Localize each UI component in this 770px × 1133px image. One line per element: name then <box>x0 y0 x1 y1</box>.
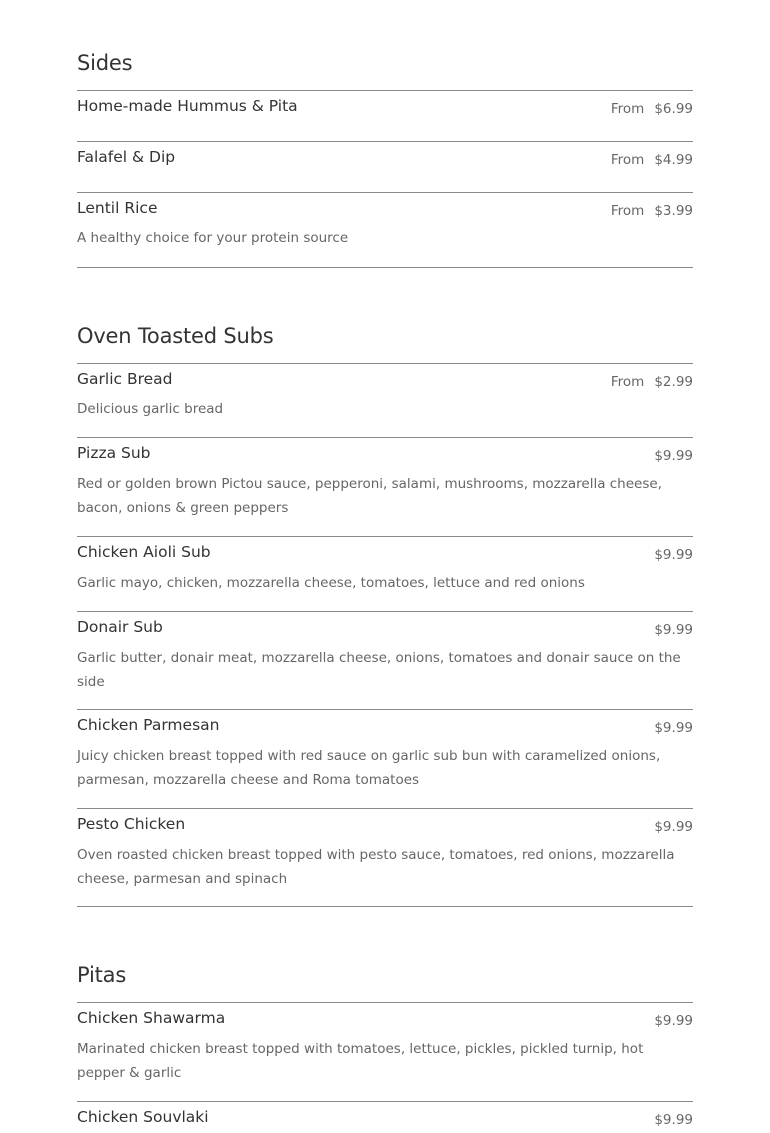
item-description: Delicious garlic bread <box>77 401 224 417</box>
price-value: $9.99 <box>654 622 693 638</box>
price-value: $9.99 <box>654 547 693 563</box>
price-value: $9.99 <box>654 819 693 835</box>
item-description: Garlic mayo, chicken, mozzarella cheese, tomatoes, lettuce and red onions <box>77 575 585 591</box>
price-value: $2.99 <box>654 374 693 390</box>
item-price <box>654 720 693 736</box>
menu-item <box>77 141 693 192</box>
price-value: $3.99 <box>654 203 693 219</box>
item-description: Juicy chicken breast topped with red sauce on garlic sub bun with caramelized onions, parmesan, mozzarella cheese and Roma tomatoes <box>77 748 661 788</box>
price-value: $6.99 <box>654 101 693 117</box>
menu-item <box>77 90 693 141</box>
section-title: Pitas <box>77 963 127 987</box>
item-name: Chicken Shawarma <box>77 1009 226 1027</box>
menu-item <box>77 808 693 906</box>
item-price <box>654 448 693 464</box>
item-name: Chicken Aioli Sub <box>77 543 211 561</box>
section-sides <box>77 44 693 246</box>
price-value: $9.99 <box>654 1112 693 1128</box>
menu-item <box>77 709 693 808</box>
item-price <box>611 374 693 390</box>
item-price <box>654 1013 693 1029</box>
item-name: Falafel & Dip <box>77 148 176 166</box>
item-name: Donair Sub <box>77 618 163 636</box>
item-price <box>654 547 693 563</box>
price-from-label: From <box>610 203 645 219</box>
item-name: Chicken Souvlaki <box>77 1108 209 1126</box>
item-price <box>611 203 693 219</box>
section-divider <box>77 906 693 907</box>
section-oven-toasted-subs <box>77 317 693 887</box>
item-price <box>611 152 693 168</box>
price-from-label: From <box>610 152 645 168</box>
item-price <box>611 101 693 117</box>
item-name: Garlic Bread <box>77 370 173 388</box>
price-value: $9.99 <box>654 1013 693 1029</box>
item-price <box>654 819 693 835</box>
menu-item <box>77 1002 693 1101</box>
price-value: $9.99 <box>654 448 693 464</box>
section-pitas <box>77 956 693 1128</box>
item-description: Oven roasted chicken breast topped with pesto sauce, tomatoes, red onions, mozzarella cheese, parmesan and spinach <box>77 847 675 887</box>
item-name: Pizza Sub <box>77 444 151 462</box>
menu-item <box>77 1101 693 1133</box>
menu-item <box>77 611 693 709</box>
item-price <box>654 622 693 638</box>
price-from-label: From <box>610 101 645 117</box>
menu-item <box>77 363 693 437</box>
menu-item <box>77 192 693 267</box>
section-title: Oven Toasted Subs <box>77 324 274 348</box>
item-name: Pesto Chicken <box>77 815 186 833</box>
section-divider <box>77 267 693 268</box>
item-description: A healthy choice for your protein source <box>77 230 349 246</box>
price-value: $9.99 <box>654 720 693 736</box>
item-description: Garlic butter, donair meat, mozzarella cheese, onions, tomatoes and donair sauce on the side <box>77 650 681 690</box>
section-title: Sides <box>77 51 133 75</box>
item-description: Red or golden brown Pictou sauce, pepperoni, salami, mushrooms, mozzarella cheese, bacon, onions & green peppers <box>77 476 662 516</box>
menu-item <box>77 536 693 611</box>
price-from-label: From <box>610 374 645 390</box>
item-name: Home-made Hummus & Pita <box>77 97 298 115</box>
item-description: Marinated chicken breast topped with tomatoes, lettuce, pickles, pickled turnip, hot pepper & garlic <box>77 1041 644 1081</box>
item-name: Chicken Parmesan <box>77 716 220 734</box>
item-name: Lentil Rice <box>77 199 158 217</box>
menu-item <box>77 437 693 536</box>
item-price <box>654 1112 693 1128</box>
price-value: $4.99 <box>654 152 693 168</box>
